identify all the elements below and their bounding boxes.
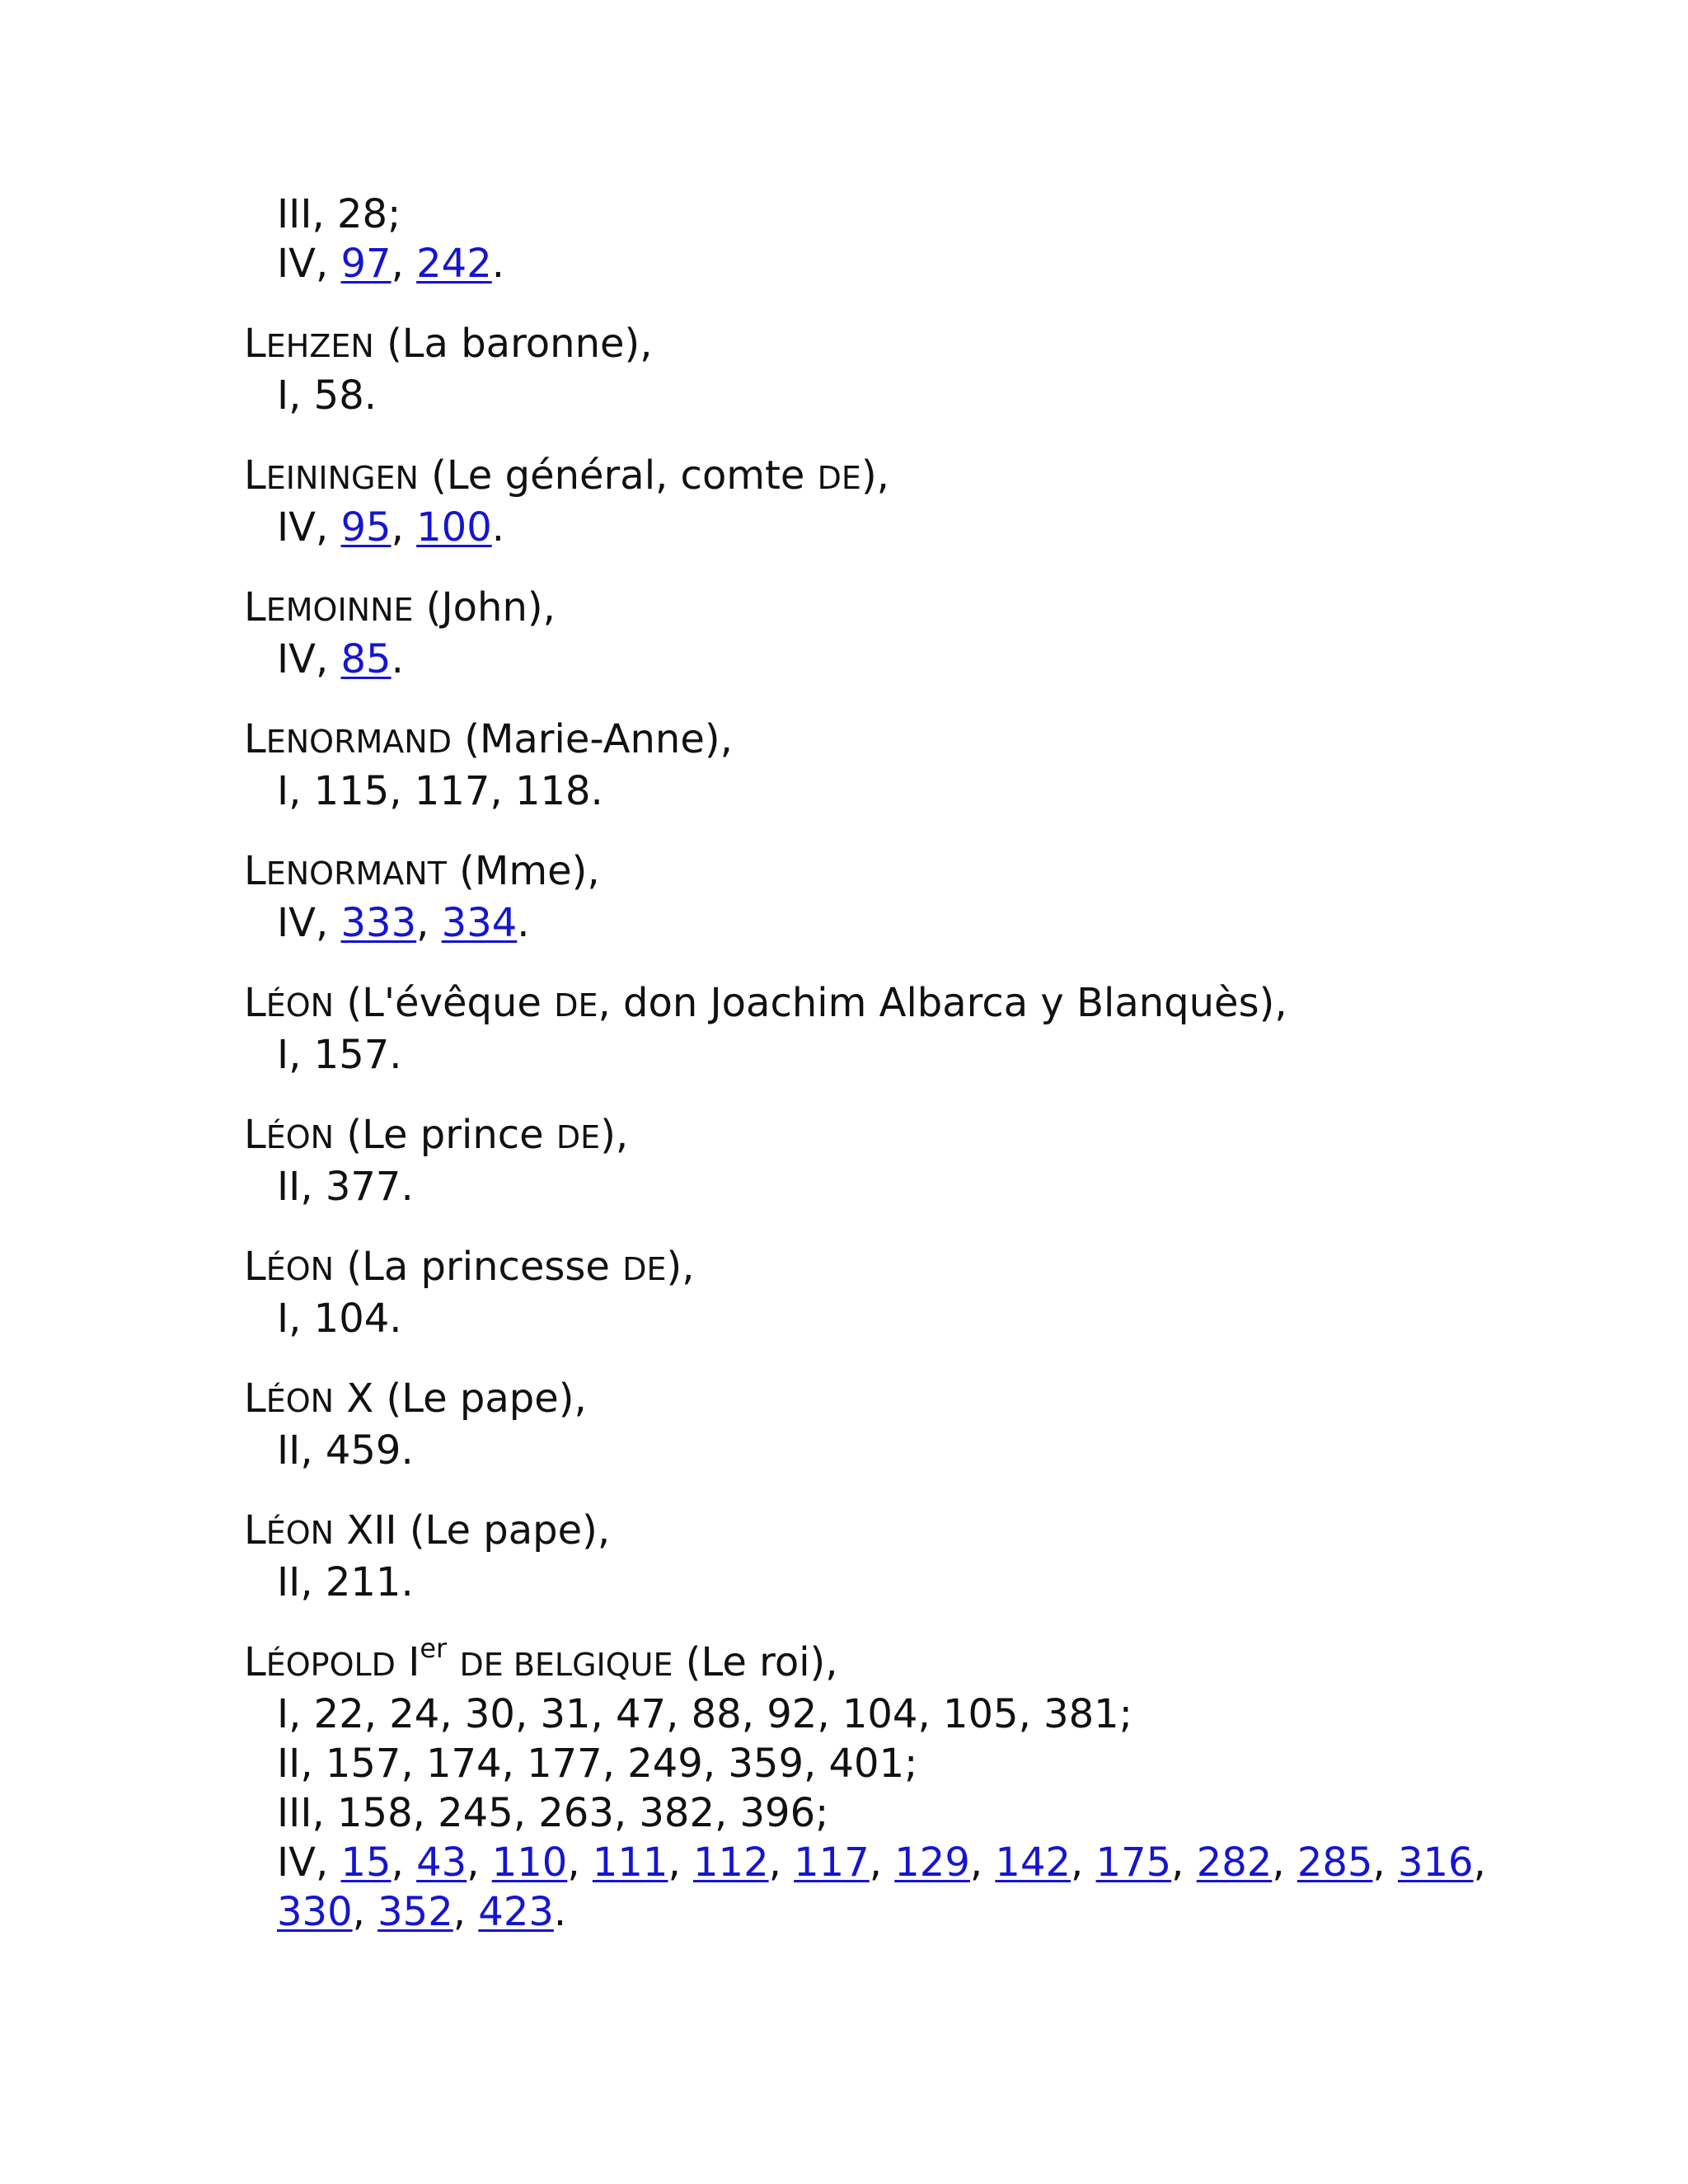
small-caps-text: DE (554, 987, 598, 1024)
index-page (244, 190, 1486, 1967)
entry-heading (244, 319, 1480, 371)
text-run: L (244, 1639, 266, 1685)
text-run: , (1272, 1840, 1297, 1886)
text-run: L (244, 452, 266, 499)
text-run: X (Le pape), (334, 1376, 587, 1422)
text-run: I, 58. (277, 373, 377, 419)
page-refs-line (244, 1838, 1486, 1887)
text-run: L (244, 848, 266, 894)
page-ref-link[interactable]: 97 (340, 241, 392, 287)
text-run: ), (600, 1112, 629, 1158)
text-run: , (1071, 1840, 1096, 1886)
page-ref-link[interactable]: 85 (340, 636, 392, 682)
index-entry (244, 190, 1480, 288)
text-run: (La princesse (334, 1244, 623, 1290)
text-run: L (244, 1244, 266, 1290)
text-run: III, 158, 245, 263, 382, 396; (277, 1790, 829, 1836)
text-run: (L'évêque (334, 980, 555, 1026)
text-run: II, 377. (277, 1164, 414, 1210)
page-ref-link[interactable]: 316 (1397, 1840, 1474, 1886)
text-run: (Mme), (446, 848, 600, 894)
text-run: (La baronne), (373, 321, 653, 367)
text-run: (Le roi), (673, 1639, 838, 1685)
entry-heading (244, 1242, 1480, 1294)
page-ref-link[interactable]: 242 (416, 241, 492, 287)
page-ref-link[interactable]: 334 (441, 900, 518, 946)
text-run: II, 157, 174, 177, 249, 359, 401; (277, 1741, 918, 1787)
small-caps-text: ÉOPOLD (265, 1647, 396, 1683)
page-refs-line (244, 1690, 1480, 1739)
text-run: , (969, 1840, 996, 1886)
small-caps-text: ÉON (265, 987, 335, 1024)
page-ref-link[interactable]: 175 (1095, 1840, 1172, 1886)
text-run: , (567, 1840, 593, 1886)
page-ref-link[interactable]: 112 (692, 1840, 769, 1886)
text-run: L (244, 1507, 266, 1554)
page-refs-line (244, 1162, 1480, 1212)
text-run: (Marie-Anne), (451, 716, 733, 762)
page-ref-link[interactable]: 129 (894, 1840, 970, 1886)
page-ref-link[interactable]: 282 (1196, 1840, 1273, 1886)
text-run: I, 157. (277, 1032, 402, 1078)
page-ref-link[interactable]: 43 (416, 1840, 467, 1886)
entry-heading (244, 978, 1480, 1030)
text-run: L (244, 1376, 266, 1422)
text-run: (Le général, comte (418, 452, 818, 499)
page-refs-line (244, 1739, 1480, 1788)
text-run: . (553, 1889, 567, 1935)
text-run: II, 459. (277, 1427, 414, 1474)
page-refs-line (244, 503, 1480, 552)
small-caps-text: ÉON (265, 1251, 335, 1287)
small-caps-text: ENORMANT (265, 855, 447, 892)
small-caps-text: EININGEN (265, 460, 419, 496)
text-run: IV, (277, 504, 341, 551)
text-run: I, 115, 117, 118. (277, 768, 603, 814)
text-run: , (391, 241, 417, 287)
text-run: ), (860, 452, 889, 499)
index-entry (244, 715, 1480, 816)
text-run: III, 28; (277, 191, 401, 237)
index-entry (244, 1506, 1480, 1607)
index-entry (244, 583, 1480, 684)
text-run: . (491, 504, 504, 551)
page-refs-line (244, 371, 1480, 420)
page-ref-link[interactable]: 117 (794, 1840, 870, 1886)
small-caps-text: DE (622, 1251, 667, 1287)
index-entry (244, 1110, 1480, 1212)
text-run: , (668, 1840, 693, 1886)
small-caps-text: ENORMAND (265, 724, 452, 760)
entry-heading (244, 451, 1480, 503)
page-ref-link[interactable]: 110 (491, 1840, 568, 1886)
text-run: , (391, 504, 417, 551)
entry-heading (244, 846, 1480, 898)
page-ref-link[interactable]: 95 (340, 504, 392, 551)
small-caps-text: DE BELGIQUE (459, 1647, 673, 1683)
text-run: L (244, 716, 266, 762)
page-ref-link[interactable]: 285 (1296, 1840, 1373, 1886)
index-entry (244, 451, 1480, 552)
page-ref-link[interactable]: 111 (592, 1840, 668, 1886)
page-refs-line (244, 190, 1480, 239)
index-entry (244, 1242, 1480, 1343)
page-refs-line (244, 635, 1480, 684)
page-refs-line (244, 1426, 1480, 1475)
text-run: L (244, 1112, 266, 1158)
page-refs-line (244, 1030, 1480, 1080)
index-entry (244, 1633, 1486, 1937)
text-run (447, 1639, 459, 1685)
text-run: , (1473, 1840, 1486, 1886)
small-caps-text: EHZEN (265, 328, 374, 364)
text-run: IV, (277, 1840, 341, 1886)
page-refs-line (244, 1887, 1480, 1937)
text-run: . (491, 241, 504, 287)
small-caps-text: DE (556, 1119, 601, 1155)
small-caps-text: ÉON (265, 1119, 335, 1155)
text-run: , (416, 900, 442, 946)
text-run: , (391, 1840, 417, 1886)
small-caps-text: ÉON (265, 1515, 335, 1551)
text-run: IV, (277, 636, 341, 682)
text-run: XII (Le pape), (334, 1507, 611, 1554)
text-run: , (869, 1840, 895, 1886)
page-refs-line (244, 1788, 1480, 1838)
text-run: IV, (277, 241, 341, 287)
index-entry (244, 978, 1480, 1080)
text-run: , don Joachim Albarca y Blanquès), (598, 980, 1287, 1026)
page-refs-line (244, 766, 1480, 816)
entry-heading (244, 1633, 1480, 1690)
entry-heading (244, 1506, 1480, 1558)
page-refs-line (244, 898, 1480, 948)
text-run: I, 104. (277, 1296, 402, 1342)
text-run: , (467, 1840, 492, 1886)
page-refs-line (244, 1558, 1480, 1607)
page-ref-link[interactable]: 333 (340, 900, 417, 946)
text-run: I (395, 1639, 420, 1685)
text-run: , (1171, 1840, 1197, 1886)
entry-heading (244, 1110, 1480, 1162)
entry-heading (244, 715, 1480, 766)
page-ref-link[interactable]: 423 (478, 1889, 554, 1935)
page-refs-line (244, 239, 1480, 288)
small-caps-text: DE (817, 460, 861, 496)
page-ref-link[interactable]: 100 (416, 504, 492, 551)
small-caps-text: ÉON (265, 1383, 335, 1419)
text-run: L (244, 980, 266, 1026)
text-run: II, 211. (277, 1559, 414, 1605)
text-run: . (517, 900, 530, 946)
index-entry (244, 846, 1480, 948)
small-caps-text: EMOINNE (265, 592, 414, 628)
page-ref-link[interactable]: 142 (995, 1840, 1071, 1886)
text-run: . (391, 636, 404, 682)
page-ref-link[interactable]: 330 (277, 1889, 353, 1935)
entry-heading (244, 583, 1480, 635)
text-run: I, 22, 24, 30, 31, 47, 88, 92, 104, 105, 381; (277, 1691, 1132, 1737)
page-ref-link[interactable]: 15 (340, 1840, 392, 1886)
page-refs-line (244, 1294, 1480, 1343)
text-run: , (352, 1889, 378, 1935)
text-run: IV, (277, 900, 341, 946)
text-run: L (244, 321, 266, 367)
text-run: , (452, 1889, 479, 1935)
text-run: (Le prince (334, 1112, 556, 1158)
text-run: , (1372, 1840, 1398, 1886)
text-run: , (768, 1840, 795, 1886)
entry-heading (244, 1374, 1480, 1426)
text-run: L (244, 584, 266, 630)
superscript: er (420, 1633, 448, 1664)
page-ref-link[interactable]: 352 (377, 1889, 453, 1935)
index-entry (244, 1374, 1480, 1475)
index-entry (244, 319, 1480, 420)
text-run: (John), (413, 584, 556, 630)
text-run: ), (666, 1244, 695, 1290)
